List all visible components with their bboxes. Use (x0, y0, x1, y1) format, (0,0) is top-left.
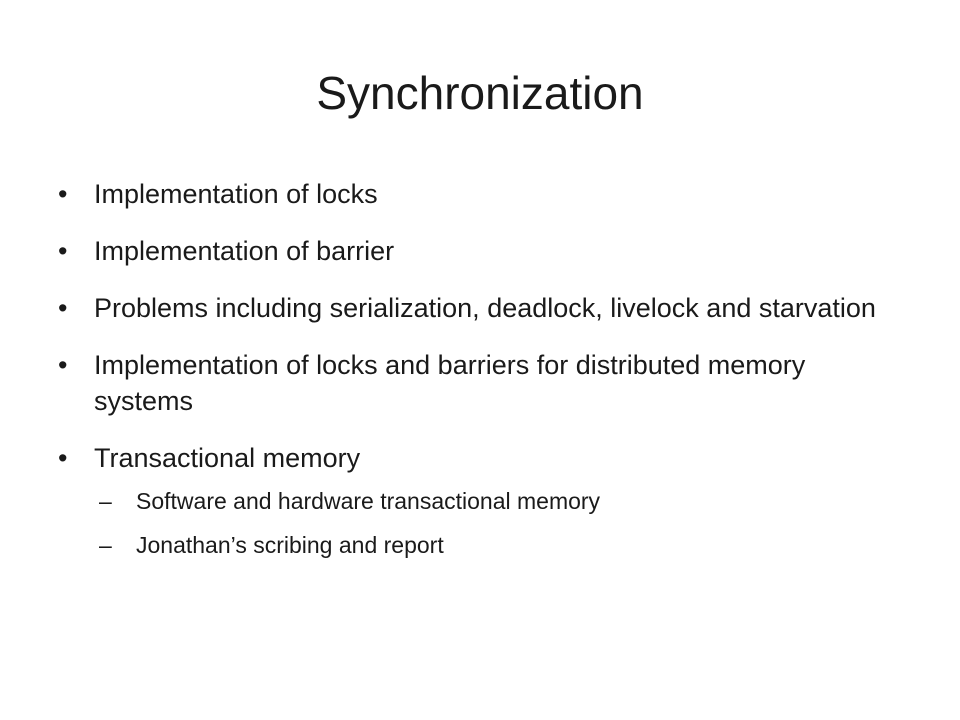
dash-icon: – (99, 488, 112, 514)
slide-title: Synchronization (316, 67, 644, 119)
bullet-text: Implementation of barrier (94, 236, 395, 266)
bullet-dot-icon: • (58, 179, 68, 209)
bullet-dot-icon: • (58, 443, 68, 473)
dash-icon: – (99, 532, 112, 558)
bullet-item-transactional-memory (58, 440, 898, 560)
bullet-item-barrier (58, 233, 898, 269)
sub-bullet-text: Jonathan’s scribing and report (136, 532, 444, 558)
sub-bullet-text: Software and hardware transactional memory (136, 488, 601, 514)
bullet-item-distributed (58, 347, 898, 419)
bullet-dot-icon: • (58, 350, 68, 380)
bullet-dot-icon: • (58, 236, 68, 266)
bullet-list (58, 176, 898, 581)
sub-bullet-item-software-hardware (94, 486, 898, 516)
bullet-text: Implementation of locks and barriers for distributed memory systems (94, 350, 806, 416)
bullet-dot-icon: • (58, 293, 68, 323)
bullet-item-problems (58, 290, 898, 326)
sub-bullet-list (94, 486, 898, 560)
bullet-text: Transactional memory (94, 443, 361, 473)
sub-bullet-item-scribing (94, 530, 898, 560)
bullet-text: Implementation of locks (94, 179, 378, 209)
bullet-item-locks (58, 176, 898, 212)
bullet-text: Problems including serialization, deadlock, livelock and starvation (94, 293, 876, 323)
